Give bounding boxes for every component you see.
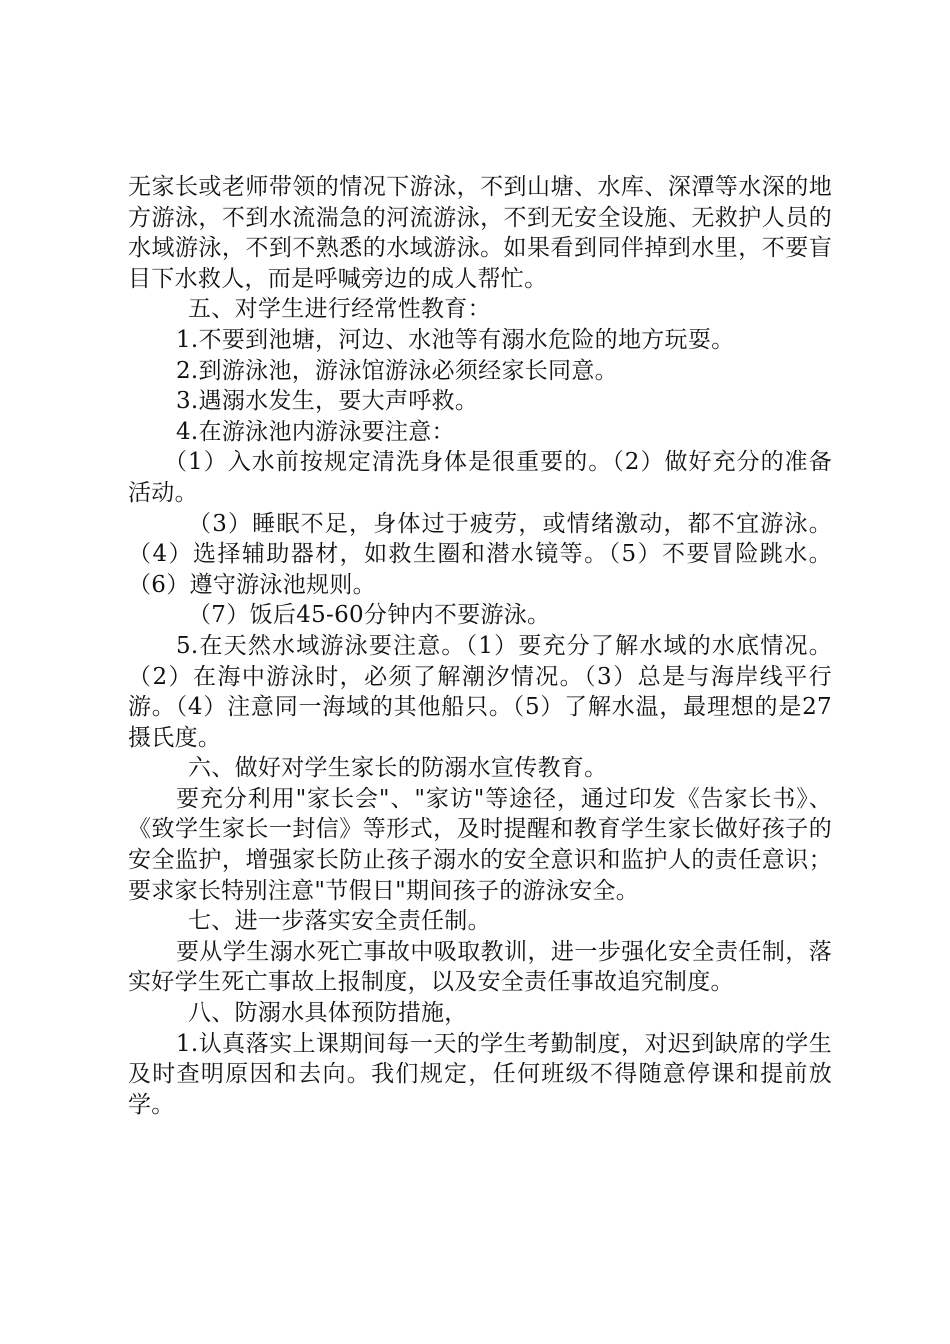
list-item-4: 4.在游泳池内游泳要注意： xyxy=(176,418,455,445)
sub-item-1-2: （1）入水前按规定清洗身体是很重要的。（2）做好充分的准备活动。 xyxy=(128,449,832,506)
paragraph-responsibility: 要从学生溺水死亡事故中吸取教训，进一步强化安全责任制，落实好学生死亡事故上报制度，以及安全责任事故追究制度。 xyxy=(128,938,832,996)
list-item-3: 3.遇溺水发生，要大声呼救。 xyxy=(176,388,479,415)
measure-item-1: 1.认真落实上课期间每一天的学生考勤制度，对迟到缺席的学生及时查明原因和去向。我们规定，任何班级不得随意停课和提前放学。 xyxy=(128,1030,832,1118)
section-heading-5: 五、对学生进行经常性教育： xyxy=(188,296,491,323)
document-body xyxy=(128,172,832,1120)
section-heading-8: 八、防溺水具体预防措施， xyxy=(188,1000,468,1027)
sub-item-3-6: （3）睡眠不足，身体过于疲劳，或情绪激动，都不宜游泳。（4）选择辅助器材，如救生圈和潜水镜等。（5）不要冒险跳水。（6）遵守游泳池规则。 xyxy=(128,510,832,598)
paragraph-continuation: 无家长或老师带领的情况下游泳，不到山塘、水库、深潭等水深的地方游泳，不到水流湍急的河流游泳，不到无安全设施、无救护人员的水域游泳，不到不熟悉的水域游泳。如果看到同伴掉到水里，不要盲目下水救人，而是呼喊旁边的成人帮忙。 xyxy=(128,174,832,292)
list-item-1: 1.不要到池塘，河边、水池等有溺水危险的地方玩耍。 xyxy=(176,326,735,353)
paragraph-parent-education: 要充分利用"家长会"、"家访"等途径，通过印发《告家长书》、《致学生家长一封信》等形式，及时提醒和教育学生家长做好孩子的安全监护，增强家长防止孩子溺水的安全意识和监护人的责任意识；要求家长特别注意"节假日"期间孩子的游泳安全。 xyxy=(128,785,832,904)
list-item-5: 5.在天然水域游泳要注意。（1）要充分了解水域的水底情况。（2）在海中游泳时，必须了解潮汐情况。（3）总是与海岸线平行游。（4）注意同一海域的其他船只。（5）了解水温，最理想的是27摄氏度。 xyxy=(128,632,832,751)
sub-item-7: （7）饭后45-60分钟内不要游泳。 xyxy=(188,602,551,629)
section-heading-7: 七、进一步落实安全责任制。 xyxy=(188,908,491,935)
section-heading-6: 六、做好对学生家长的防溺水宣传教育。 xyxy=(188,755,608,782)
list-item-2: 2.到游泳池，游泳馆游泳必须经家长同意。 xyxy=(176,357,618,384)
